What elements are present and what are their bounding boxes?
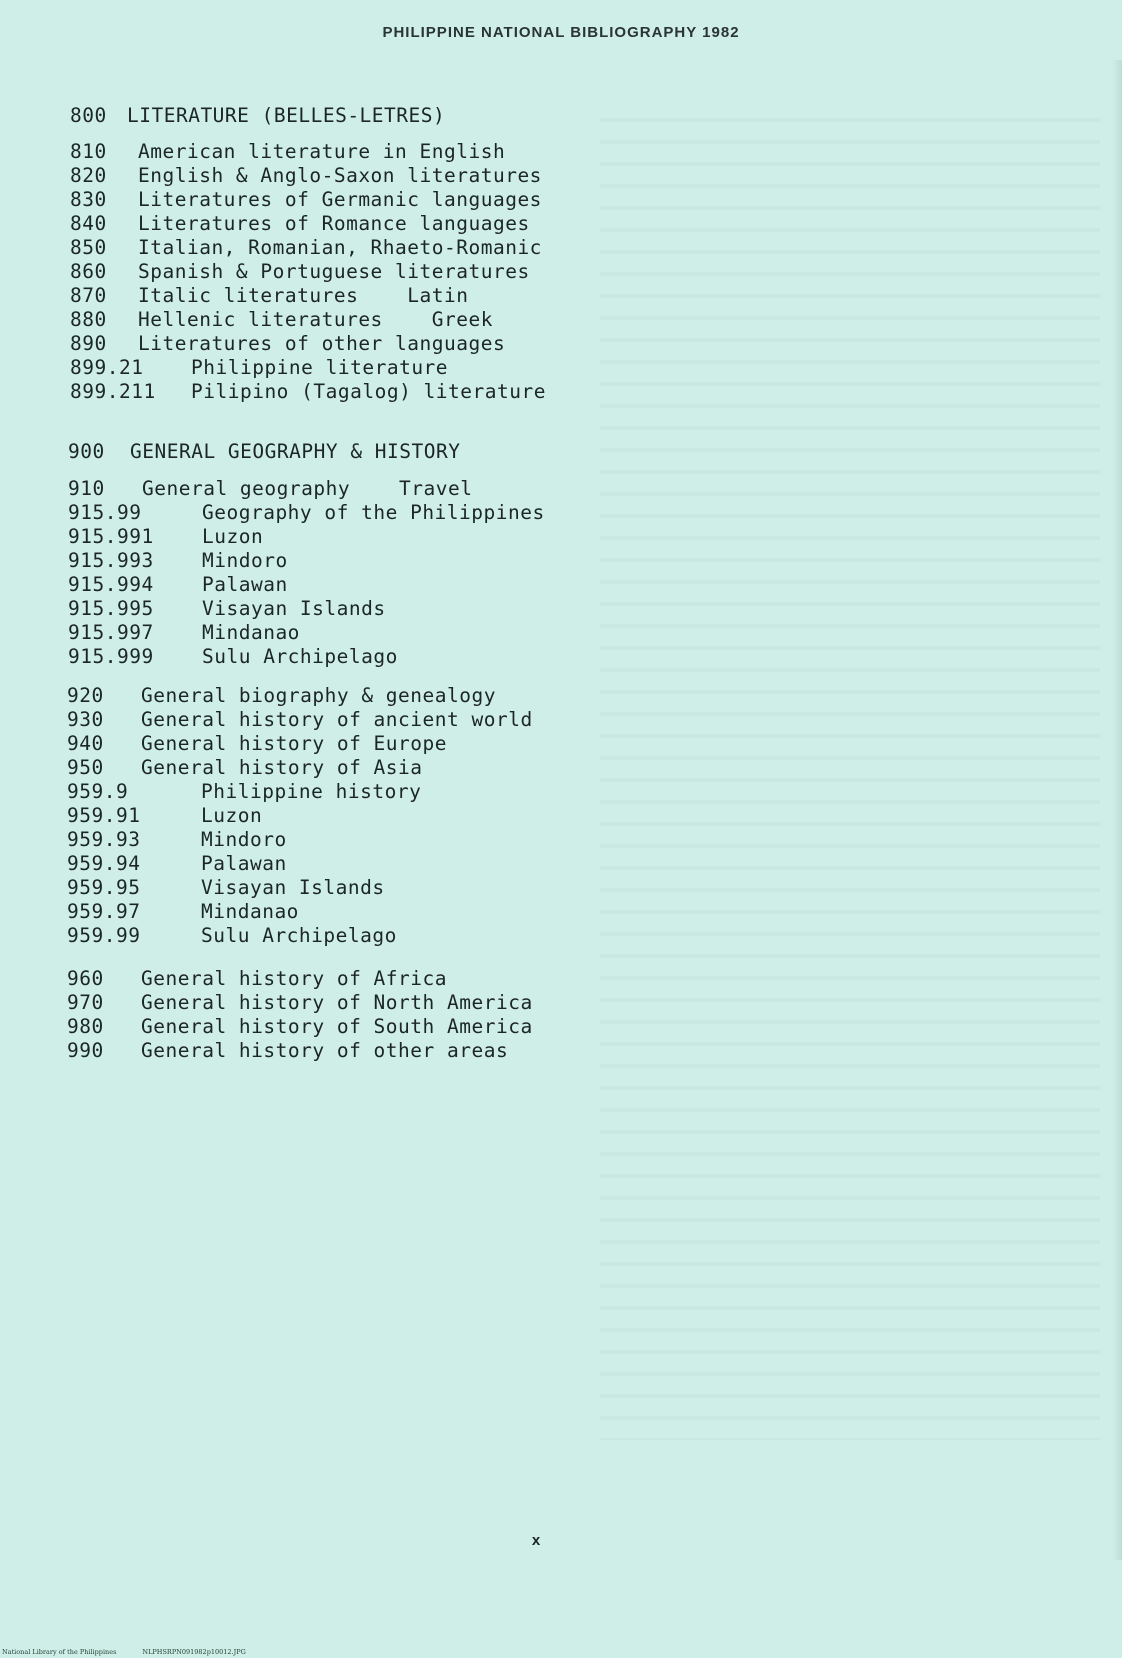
list-item bbox=[70, 356, 449, 380]
class-label: Visayan Islands bbox=[201, 876, 385, 899]
class-code: 830 bbox=[70, 188, 107, 211]
list-item bbox=[70, 188, 542, 212]
class-label: Geography of the Philippines bbox=[202, 501, 545, 524]
class-label: General history of Europe bbox=[141, 732, 447, 755]
list-item bbox=[70, 212, 530, 236]
list-item bbox=[67, 756, 423, 780]
class-code: 950 bbox=[67, 756, 104, 779]
list-item bbox=[67, 1039, 509, 1063]
list-item bbox=[67, 991, 533, 1015]
class-label: Mindanao bbox=[202, 621, 300, 644]
class-code: 915.999 bbox=[68, 645, 154, 668]
class-label: Hellenic literatures Greek bbox=[138, 308, 493, 331]
class-label: Mindoro bbox=[202, 549, 288, 572]
class-label: Italian, Romanian, Rhaeto-Romanic bbox=[138, 236, 542, 259]
list-item bbox=[70, 332, 506, 356]
section-heading-900 bbox=[68, 440, 461, 464]
bleed-through-text bbox=[600, 100, 1100, 1440]
class-code: 860 bbox=[70, 260, 107, 283]
class-code: 990 bbox=[67, 1039, 104, 1062]
class-code: 960 bbox=[67, 967, 104, 990]
class-label: Mindanao bbox=[201, 900, 299, 923]
list-item bbox=[68, 597, 386, 621]
list-item bbox=[67, 684, 496, 708]
list-item bbox=[67, 780, 422, 804]
class-label: LITERATURE (BELLES-LETRES) bbox=[127, 104, 446, 127]
list-item bbox=[70, 380, 546, 404]
class-code: 959.93 bbox=[67, 828, 141, 851]
class-code: 970 bbox=[67, 991, 104, 1014]
list-item bbox=[67, 967, 447, 991]
list-item bbox=[67, 900, 299, 924]
class-code: 899.211 bbox=[70, 380, 156, 403]
page-header: PHILIPPINE NATIONAL BIBLIOGRAPHY 1982 bbox=[382, 24, 740, 41]
class-label: Literatures of Romance languages bbox=[138, 212, 530, 235]
list-item bbox=[70, 308, 493, 332]
class-code: 840 bbox=[70, 212, 107, 235]
list-item bbox=[67, 852, 287, 876]
list-item bbox=[70, 164, 542, 188]
list-item bbox=[68, 501, 545, 525]
class-code: 870 bbox=[70, 284, 107, 307]
list-item bbox=[67, 1015, 533, 1039]
class-label: American literature in English bbox=[138, 140, 506, 163]
class-label: Literatures of other languages bbox=[138, 332, 506, 355]
class-code: 800 bbox=[70, 104, 107, 127]
class-label: Pilipino (Tagalog) literature bbox=[191, 380, 546, 403]
class-code: 820 bbox=[70, 164, 107, 187]
class-label: General geography Travel bbox=[142, 477, 473, 500]
class-code: 959.9 bbox=[67, 780, 129, 803]
class-label: General history of ancient world bbox=[141, 708, 533, 731]
list-item bbox=[70, 236, 542, 260]
class-label: General history of North America bbox=[141, 991, 533, 1014]
class-label: Philippine literature bbox=[191, 356, 449, 379]
class-label: English & Anglo-Saxon literatures bbox=[138, 164, 542, 187]
class-code: 890 bbox=[70, 332, 107, 355]
footer-library: National Library of the Philippines bbox=[2, 1648, 117, 1656]
class-code: 930 bbox=[67, 708, 104, 731]
class-code: 915.991 bbox=[68, 525, 154, 548]
class-label: Literatures of Germanic languages bbox=[138, 188, 542, 211]
class-label: Luzon bbox=[201, 804, 263, 827]
list-item bbox=[70, 140, 506, 164]
class-label: General history of Africa bbox=[141, 967, 447, 990]
class-label: General history of Asia bbox=[141, 756, 423, 779]
list-item bbox=[67, 828, 287, 852]
class-label: Luzon bbox=[202, 525, 264, 548]
class-label: Palawan bbox=[201, 852, 287, 875]
class-label: Spanish & Portuguese literatures bbox=[138, 260, 530, 283]
list-item bbox=[67, 876, 385, 900]
class-label: Sulu Archipelago bbox=[202, 645, 398, 668]
class-label: General biography & genealogy bbox=[141, 684, 496, 707]
class-label: Sulu Archipelago bbox=[201, 924, 397, 947]
list-item bbox=[67, 732, 447, 756]
class-code: 959.95 bbox=[67, 876, 141, 899]
footer-file: NLPHSRPN091982p10012.JPG bbox=[142, 1648, 246, 1656]
class-code: 959.97 bbox=[67, 900, 141, 923]
class-label: Italic literatures Latin bbox=[138, 284, 469, 307]
class-label: General history of South America bbox=[141, 1015, 533, 1038]
list-item bbox=[68, 549, 288, 573]
class-code: 940 bbox=[67, 732, 104, 755]
list-item bbox=[68, 645, 398, 669]
list-item bbox=[70, 260, 530, 284]
class-code: 915.994 bbox=[68, 573, 154, 596]
class-code: 910 bbox=[68, 477, 105, 500]
class-label: Philippine history bbox=[201, 780, 422, 803]
scan-footer bbox=[2, 1648, 272, 1656]
class-code: 915.997 bbox=[68, 621, 154, 644]
class-code: 959.94 bbox=[67, 852, 141, 875]
class-code: 880 bbox=[70, 308, 107, 331]
list-item bbox=[70, 284, 469, 308]
class-label: GENERAL GEOGRAPHY & HISTORY bbox=[130, 440, 461, 463]
list-item bbox=[68, 573, 288, 597]
class-label: Palawan bbox=[202, 573, 288, 596]
class-code: 850 bbox=[70, 236, 107, 259]
class-code: 915.993 bbox=[68, 549, 154, 572]
class-code: 900 bbox=[68, 440, 105, 463]
class-code: 920 bbox=[67, 684, 104, 707]
class-code: 899.21 bbox=[70, 356, 144, 379]
page-number: x bbox=[531, 1532, 541, 1549]
list-item bbox=[68, 621, 300, 645]
class-code: 959.99 bbox=[67, 924, 141, 947]
list-item bbox=[67, 708, 533, 732]
list-item bbox=[68, 525, 264, 549]
class-code: 810 bbox=[70, 140, 107, 163]
class-code: 980 bbox=[67, 1015, 104, 1038]
list-item bbox=[67, 924, 397, 948]
class-label: Visayan Islands bbox=[202, 597, 386, 620]
class-code: 959.91 bbox=[67, 804, 141, 827]
list-item bbox=[67, 804, 263, 828]
class-code: 915.995 bbox=[68, 597, 154, 620]
class-label: General history of other areas bbox=[141, 1039, 509, 1062]
page-edge-shadow bbox=[1112, 60, 1122, 1560]
list-item bbox=[68, 477, 473, 501]
section-heading-800 bbox=[70, 104, 446, 128]
class-code: 915.99 bbox=[68, 501, 142, 524]
class-label: Mindoro bbox=[201, 828, 287, 851]
